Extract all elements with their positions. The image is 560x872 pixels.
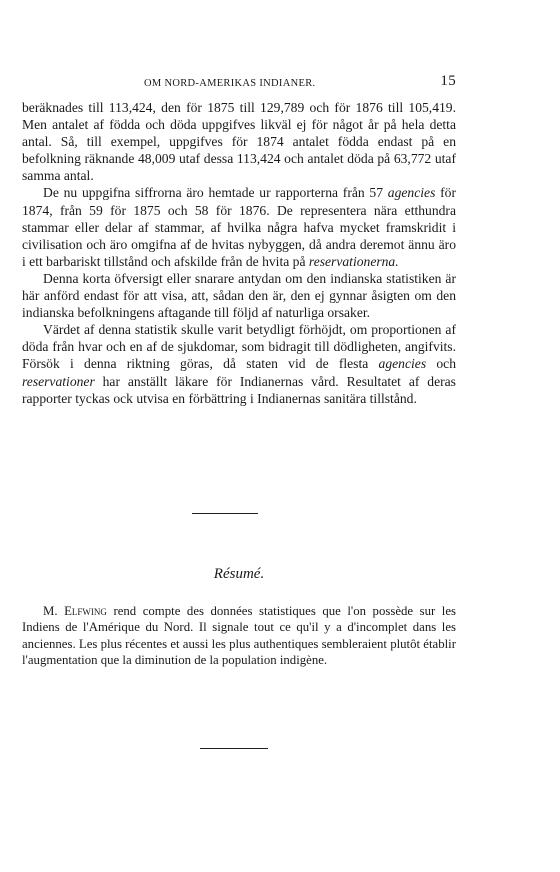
paragraph-1: beräknades till 113,424, den för 1875 till 129,789 och för 1876 till 105,419. Men antalet af födda och döda uppgifves likväl ej för något år på hela detta antal. Så, till exempel, uppgifves för 1874 antalet födda endast på en befolkning räknande 48,009 utaf dessa 113,424 och antalet döda på 63,772 utaf samma antal. — [22, 100, 456, 184]
paragraph-4 — [22, 321, 456, 406]
paragraph-3: Denna korta öfversigt eller snarare antydan om den indianska statistiken är här anförd endast för att visa, att, sådan den är, den ej gynnar åsigten om den indianska befolkningens aftagande till följd af naturliga orsaker. — [22, 270, 456, 321]
paragraph-4-part-b: har anställt läkare för Indianernas vård. Resultatet af deras rapporter tyckas ock utvisa en förbättring i Indianernas sanitära tillstånd. — [22, 373, 456, 406]
italic-reservationer: reservationer — [22, 373, 95, 389]
italic-agencies-2: agencies — [378, 356, 427, 372]
paragraph-4-och: och — [436, 356, 456, 372]
paragraph-2-part-a: De nu uppgifna siffrorna äro hemtade ur rapporterna från 57 — [43, 185, 384, 201]
resume-heading: Résumé. — [213, 566, 265, 582]
italic-agencies: agencies — [387, 185, 436, 201]
main-text — [22, 99, 456, 407]
section-divider-top — [192, 513, 258, 514]
resume-text — [22, 603, 456, 668]
section-divider-bottom — [200, 748, 268, 749]
resume-body: rend compte des données statistiques que l'on possède sur les Indiens de l'Amérique du Nord. Il signale tout ce qu'il y a d'incomplet dans les anciennes. Les plus récentes et aussi les plus authentiques sembleraient plutôt établir l'augmentation que la diminution de la population indigène. — [22, 604, 456, 667]
running-title: OM NORD-AMERIKAS INDIANER. — [144, 78, 316, 89]
resume-paragraph — [22, 603, 456, 668]
resume-author: M. Elfwing — [43, 604, 107, 618]
paragraph-4-part-a: Värdet af denna statistik skulle varit betydligt förhöjdt, om proportionen af döda från hvar och en af de sjukdomar, som bidragit till dödligheten, angifvits. Försök i denna riktning göras, då staten vid de flesta — [22, 322, 456, 372]
page-number: 15 — [440, 73, 456, 89]
paragraph-2-part-b: för 1874, från 59 för 1875 och 58 för 1876. De representera nära etthundra stammar eller delar af stammar, af hvilka några hafva mycket framskridit i civilisation och äro omgifna af de hvitas nybyggen, då andra deremot ännu äro i ett barbariskt tillstånd och afskilde från de hvita på — [22, 185, 456, 269]
paragraph-2 — [22, 184, 456, 269]
italic-reservationerna: reservationerna. — [308, 253, 399, 269]
